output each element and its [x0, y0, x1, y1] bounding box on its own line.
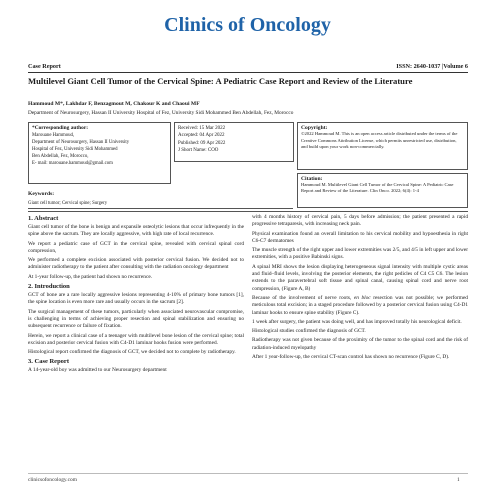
case-report-heading: 3. Case Report	[28, 358, 69, 366]
citation-label: Citation:	[301, 176, 323, 182]
text-run: Because of the involvement of nerve roots,	[252, 294, 354, 301]
journal-title: Clinics of Oncology	[164, 14, 331, 36]
case-report-paragraph: Histological studies confirmed the diagnosis of GCT.	[252, 328, 366, 335]
case-report-paragraph: The muscle strength of the right upper and lower extremities was 2/5, and 4/5 in left upper and lower extremities, with a positive Babinski signs.	[252, 247, 468, 261]
citation-text: Hammoud M. Multilevel Giant Cell Tumor of the Cervical Spine: A Pediatric Case Report and Review of the Literature. Clin Onco. 2022; 6(4): 1-4	[301, 182, 454, 194]
published-date: Published: 09 Apr 2022	[178, 140, 226, 146]
received-date: Received: 15 Mar 2022	[178, 126, 226, 131]
dates-box	[174, 122, 294, 162]
introduction-paragraph: Herein, we report a clinical case of a teenager with multilevel bone lesion of the cervical spine; total excision and posterior cervical fusion with C4-D1 laminar hooks fusion were performed.	[28, 332, 244, 346]
page-number: 1	[457, 477, 460, 483]
copyright-label: Copyright:	[301, 125, 328, 131]
keywords-label: Keywords:	[28, 191, 55, 197]
abstract-heading: 1. Abstract	[28, 215, 59, 222]
abstract-paragraph: We performed a complete excision associated with posterior cervical fusion. We decided not to administer radiotherapy to the patient after consulting with the radiation oncology department	[28, 257, 244, 271]
affiliation: Department of Neurosurgery, Hassan II University Hospital of Fez, University Sidi Mohammed Ben Abdellah, Fez, Morocco	[28, 110, 294, 116]
introduction-paragraph: GCT of bone are a rare locally aggressive lesions representing 4-10% of primary bone tumors [1], the spine location is even more rare and usually occurs in the sacrum [2].	[28, 292, 244, 306]
article-header-row	[28, 63, 468, 71]
abstract-paragraph: We report a pediatric case of GCT in the cervical spine, revealed with cervical spinal cord compression,	[28, 240, 244, 254]
case-report-paragraph: Radiotherapy was not given because of the proximity of the tumor to the spinal cord and the risk of radiation-induced myelopathy	[252, 337, 468, 351]
case-report-paragraph: 1 week after surgery, the patient was doing well, and has improved totally his neurological deficit.	[252, 318, 462, 325]
right-column	[252, 214, 468, 363]
accepted-date: Accepted: 04 Apr 2022	[178, 133, 225, 139]
keywords-divider	[28, 208, 293, 209]
issn-volume: ISSN: 2640-1037 |Volume 6	[396, 63, 468, 70]
corresponding-email[interactable]: E- mail: marouane.hammoud@gmail.com	[32, 161, 113, 166]
copyright-text: ©2022 Hammoud M. This is an open access article distributed under the terms of the Creative Commons Attribution License, which permits unrestricted use, distribution, and build upon your work non-commercially.	[301, 131, 458, 150]
case-report-paragraph: A 14-year-old boy was admitted to our Neurosurgery department	[28, 367, 167, 374]
corresponding-author-box	[28, 122, 171, 184]
header-divider	[28, 72, 468, 73]
article-category: Case Report	[28, 63, 61, 70]
abstract-paragraph: At 1-year follow-up, the patient had shown no recurrence.	[28, 273, 153, 280]
corresponding-author-label: *Corresponding author:	[32, 125, 89, 131]
case-report-paragraph: A spinal MRI shows the lesion displaying heterogeneous signal intensity with multiple cystic areas and fluid–fluid levels, involving the posterior elements, the right pedicles of C4 C5 C6. The lesion extends to the paravertebral soft tissue and spinal canal, causing spinal cord and nerve root compression, (Figure A, B)	[252, 263, 468, 292]
body-divider	[28, 211, 468, 212]
footer-website[interactable]: clinicsofoncology.com	[28, 477, 77, 483]
introduction-paragraph: Histological report confirmed the diagnosis of GCT, we decided not to complete by radiotherapy.	[28, 349, 236, 356]
case-report-paragraph: After 1 year-follow-up, the cervical CT-scan control has shown no recurrence (Figure C, D).	[252, 354, 450, 361]
case-report-paragraph: Physical examination found an overall limitation to his cervical mobility and hypoesthesia in right C6-C7 dermatomes	[252, 230, 468, 244]
footer-divider	[28, 473, 468, 474]
corresponding-line: Marouane Hammoud,	[32, 133, 75, 138]
corresponding-line: Ben Abdellah, Fez, Morocco,	[32, 154, 89, 159]
copyright-box	[297, 122, 468, 170]
citation-box	[297, 173, 468, 208]
text-run: resection was not possible; we performed meticulous total excision; in a staged procedure followed by a posterior cervical fusion using C4-D1 laminar hooks to ensure spine stability (Figure C).	[252, 294, 468, 316]
corresponding-line: Department of Neurosurgery, Hassan II University	[32, 140, 130, 145]
introduction-paragraph: The surgical management of these tumors, particularly when associated neurovascular compromise, is challenging in terms of achieving proper resection and spinal stabilization and ensuring no subsequent recurrence or failure of fixation.	[28, 308, 244, 330]
journal-short-name: J Short Name: COO	[178, 148, 219, 154]
case-report-paragraph: with 4 months history of cervical pain, 5 days before admission; the patient presented a rapid progressive tetraparesis, with increasing neck pain.	[252, 214, 468, 228]
left-column	[28, 214, 244, 377]
abstract-paragraph: Giant cell tumor of the bone is benign and expansile osteolytic lesions that occur infrequently in the spine above the sacrum. They are locally aggressive, with high rate of local recurrence.	[28, 224, 244, 238]
article-title: Multilevel Giant Cell Tumor of the Cervical Spine: A Pediatric Case Report and Review of the Literature	[28, 76, 413, 86]
corresponding-line: Hospital of Fez, University Sidi Mohammed	[32, 147, 118, 152]
emphasis-en-bloc: en bloc	[353, 294, 371, 301]
introduction-heading: 2. Introduction	[28, 283, 70, 291]
author-list: Hammoud M*, Lakhdar F, Benzagmout M, Chakour K and Chaoui MF	[28, 101, 200, 107]
keywords-text: Giant cell tumor; Cervical spine; Surgery	[28, 201, 108, 206]
case-report-paragraph	[252, 295, 468, 317]
